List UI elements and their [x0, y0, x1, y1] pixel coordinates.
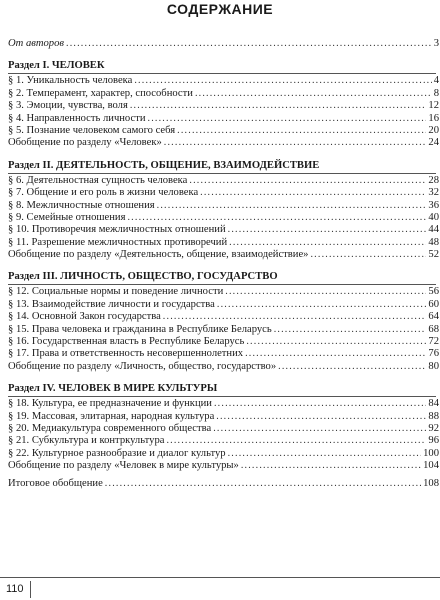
toc-entry-label: § 10. Противоречия межличностных отношений [8, 224, 226, 236]
toc-entry-page: 80 [428, 360, 439, 372]
dot-leader [148, 113, 427, 125]
toc-entry[interactable] [8, 411, 439, 423]
toc-entry-page: 44 [428, 224, 439, 236]
dot-leader [163, 311, 427, 323]
dot-leader [246, 336, 426, 348]
toc-entry-page: 92 [428, 422, 439, 434]
toc-entry[interactable] [8, 286, 439, 298]
toc-entry[interactable] [8, 224, 439, 236]
toc-entry-page: 16 [428, 112, 439, 124]
dot-leader [241, 460, 421, 472]
toc-entry[interactable] [8, 100, 439, 112]
toc-entry-page: 36 [428, 199, 439, 211]
toc-entry-page: 4 [433, 75, 439, 87]
toc-entry[interactable] [8, 435, 439, 447]
toc-entry[interactable] [8, 448, 439, 460]
table-of-contents [8, 38, 439, 490]
toc-entry-page: 76 [428, 348, 439, 360]
toc-entry[interactable] [8, 200, 439, 212]
toc-entry[interactable] [8, 187, 439, 199]
dot-leader [278, 361, 426, 373]
section-3 [8, 270, 439, 373]
dot-leader [164, 137, 427, 149]
toc-entry-label: § 11. Разрешение межличностных противоречий [8, 236, 228, 248]
toc-entry-page: 100 [423, 447, 439, 459]
toc-entry-label: § 15. Права человека и гражданина в Республике Беларусь [8, 323, 272, 335]
toc-entry-page: 72 [428, 336, 439, 348]
dot-leader [195, 88, 432, 100]
toc-entry-label: Итоговое обобщение [8, 477, 103, 489]
toc-entry[interactable] [8, 237, 439, 249]
toc-entry[interactable] [8, 336, 439, 348]
toc-entry-page: 52 [428, 249, 439, 261]
toc-entry-label: Обобщение по разделу «Личность, общество, государство» [8, 360, 277, 372]
dot-leader [228, 448, 422, 460]
toc-entry-page: 20 [428, 124, 439, 136]
toc-entry-page: 96 [428, 435, 439, 447]
dot-leader [166, 435, 426, 447]
toc-entry-label: От авторов [8, 38, 64, 49]
toc-entry-label: § 2. Темперамент, характер, способности [8, 87, 193, 99]
dot-leader [200, 187, 426, 199]
dot-leader [229, 237, 426, 249]
toc-entry-page: 60 [428, 298, 439, 310]
toc-entry-label: Обобщение по разделу «Человек в мире культуры» [8, 460, 239, 472]
toc-entry-label: § 3. Эмоции, чувства, воля [8, 100, 128, 112]
toc-entry[interactable] [8, 113, 439, 125]
dot-leader [105, 478, 421, 490]
toc-entry-page: 104 [423, 460, 439, 472]
dot-leader [245, 348, 426, 360]
section-divider [8, 284, 436, 285]
toc-entry[interactable] [8, 175, 439, 187]
toc-entry-label: § 21. Субкультура и контркультура [8, 435, 165, 447]
toc-entry[interactable] [8, 88, 439, 100]
dot-leader [213, 423, 426, 435]
section-divider [8, 173, 436, 174]
toc-entry-page: 84 [428, 398, 439, 410]
dot-leader [157, 200, 427, 212]
dot-leader [177, 125, 426, 137]
toc-entry-label: § 9. Семейные отношения [8, 211, 126, 223]
toc-entry-page: 8 [433, 87, 439, 99]
toc-entry-label: Обобщение по разделу «Человек» [8, 137, 162, 149]
dot-leader [127, 212, 426, 224]
toc-entry[interactable] [8, 311, 439, 323]
toc-entry-label: § 22. Культурное разнообразие и диалог культур [8, 447, 226, 459]
page-number: 110 [6, 581, 31, 598]
toc-entry-label: Обобщение по разделу «Деятельность, общение, взаимодействие» [8, 249, 309, 261]
toc-entry-page: 64 [428, 311, 439, 323]
section-divider [8, 396, 436, 397]
toc-entry-page: 68 [428, 323, 439, 335]
footer-divider [0, 577, 440, 578]
section-divider [8, 73, 436, 74]
toc-entry-label: § 17. Права и ответственность несовершеннолетних [8, 348, 244, 360]
toc-entry-label: § 1. Уникальность человека [8, 75, 133, 87]
toc-entry-page: 3 [433, 38, 439, 49]
toc-entry-label: § 12. Социальные нормы и поведение личности [8, 286, 224, 298]
toc-entry-summary[interactable] [8, 249, 439, 261]
dot-leader [225, 286, 426, 298]
section-2 [8, 159, 439, 262]
section-4 [8, 382, 439, 472]
section-title: Раздел I. ЧЕЛОВЕК [8, 60, 105, 72]
toc-entry-page: 56 [428, 286, 439, 298]
dot-leader [274, 324, 427, 336]
section-title: Раздел II. ДЕЯТЕЛЬНОСТЬ, ОБЩЕНИЕ, ВЗАИМОДЕЙСТВИЕ [8, 159, 320, 171]
page-title: СОДЕРЖАНИЕ [166, 1, 274, 17]
toc-entry[interactable] [8, 348, 439, 360]
toc-entry[interactable] [8, 324, 439, 336]
section-title: Раздел III. ЛИЧНОСТЬ, ОБЩЕСТВО, ГОСУДАРСТВО [8, 271, 278, 283]
toc-entry-label: § 14. Основной Закон государства [8, 311, 161, 323]
dot-leader [216, 411, 426, 423]
toc-entry-label: § 18. Культура, ее предназначение и функции [8, 398, 212, 410]
toc-entry-summary[interactable] [8, 460, 439, 472]
toc-entry-page: 24 [428, 137, 439, 149]
dot-leader [228, 224, 427, 236]
toc-entry[interactable] [8, 398, 439, 410]
toc-entry-summary[interactable] [8, 361, 439, 373]
toc-entry-label: § 5. Познание человеком самого себя [8, 124, 176, 136]
toc-entry-label: § 19. Массовая, элитарная, народная культура [8, 410, 215, 422]
toc-entry-page: 32 [428, 187, 439, 199]
toc-entry[interactable] [8, 423, 439, 435]
toc-entry[interactable] [8, 75, 439, 87]
toc-entry[interactable] [8, 125, 439, 137]
toc-entry-page: 28 [428, 174, 439, 186]
toc-entry-page: 12 [428, 100, 439, 112]
toc-entry-label: § 13. Взаимодействие личности и государства [8, 298, 215, 310]
section-1 [8, 59, 439, 149]
dot-leader [130, 100, 427, 112]
toc-entry-page: 88 [428, 410, 439, 422]
section-title: Раздел IV. ЧЕЛОВЕК В МИРЕ КУЛЬТУРЫ [8, 383, 218, 395]
toc-entry-page: 48 [428, 236, 439, 248]
toc-entry-summary[interactable] [8, 137, 439, 149]
toc-entry-label: § 8. Межличностные отношения [8, 199, 155, 211]
toc-entry-page: 40 [428, 211, 439, 223]
toc-entry-final[interactable] [8, 478, 439, 490]
toc-entry-label: § 16. Государственная власть в Республике Беларусь [8, 336, 245, 348]
toc-entry-page: 108 [423, 477, 439, 489]
toc-entry-label: § 4. Направленность личности [8, 112, 146, 124]
dot-leader [310, 249, 426, 261]
dot-leader [214, 398, 426, 410]
toc-entry-label: § 7. Общение и его роль в жизни человека [8, 187, 199, 199]
toc-entry[interactable] [8, 212, 439, 224]
toc-entry-label: § 6. Деятельностная сущность человека [8, 174, 188, 186]
dot-leader [217, 299, 427, 311]
toc-entry[interactable] [8, 299, 439, 311]
toc-entry-label: § 20. Медиакультура современного общества [8, 422, 212, 434]
dot-leader [189, 175, 426, 187]
dot-leader [66, 38, 432, 50]
toc-entry-intro[interactable] [8, 38, 439, 50]
dot-leader [134, 75, 431, 87]
